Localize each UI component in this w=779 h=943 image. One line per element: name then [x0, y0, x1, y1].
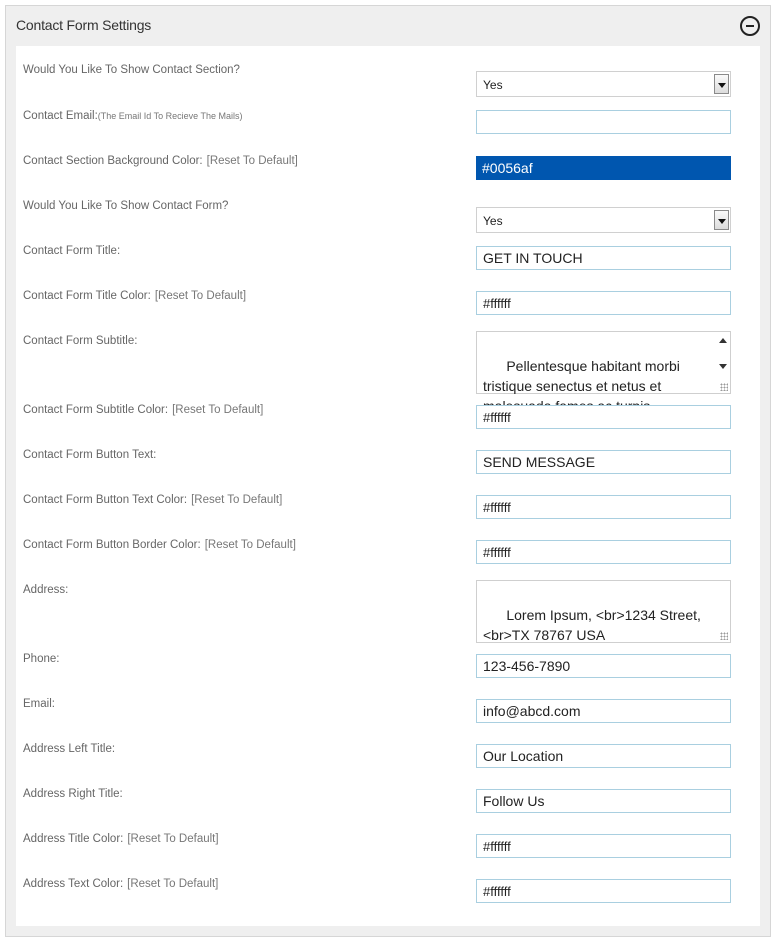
- label-text: Contact Form Title:: [23, 245, 121, 257]
- resize-grip-icon[interactable]: [720, 383, 728, 391]
- form-title-color-label: [23, 290, 246, 302]
- button-text-label: [23, 449, 156, 461]
- label-text: Contact Form Subtitle:: [23, 335, 138, 347]
- label-hint: (The Email Id To Recieve The Mails): [97, 111, 243, 121]
- scroll-down-icon[interactable]: [719, 364, 727, 369]
- email-field[interactable]: info@abcd.com: [476, 699, 731, 723]
- selected-value: Yes: [483, 214, 503, 228]
- reset-to-default-link[interactable]: [Reset To Default]: [127, 878, 219, 890]
- address-title-color-label: [23, 833, 219, 845]
- show-contact-section-select[interactable]: [476, 71, 731, 97]
- reset-to-default-link[interactable]: [Reset To Default]: [206, 155, 298, 167]
- label-text: Contact Form Button Border Color:: [23, 539, 201, 551]
- label-text: Contact Form Button Text:: [23, 449, 157, 461]
- resize-grip-icon[interactable]: [720, 632, 728, 640]
- address-text-color-field[interactable]: #ffffff: [476, 879, 731, 903]
- show-contact-section-label: [23, 64, 240, 76]
- reset-to-default-link[interactable]: [Reset To Default]: [154, 290, 247, 302]
- address-label: [23, 584, 68, 596]
- contact-email-field[interactable]: [476, 110, 731, 134]
- panel-title: Contact Form Settings: [16, 17, 152, 33]
- form-subtitle-color-field[interactable]: #ffffff: [476, 405, 731, 429]
- button-border-color-field[interactable]: #ffffff: [476, 540, 731, 564]
- button-text-color-label: [23, 494, 282, 506]
- label-text: Contact Form Title Color:: [23, 290, 151, 302]
- label-text: Address Title Color:: [23, 833, 124, 845]
- phone-field[interactable]: 123-456-7890: [476, 654, 731, 678]
- label-text: Contact Form Button Text Color:: [23, 494, 188, 506]
- address-left-title-field[interactable]: Our Location: [476, 744, 731, 768]
- panel-header[interactable]: [6, 6, 770, 46]
- label-text: Would You Like To Show Contact Form?: [23, 200, 229, 212]
- label-text: Phone:: [23, 653, 60, 665]
- minus-circle-icon[interactable]: [740, 16, 760, 36]
- show-contact-form-label: [23, 200, 228, 212]
- section-bg-color-field[interactable]: #0056af: [476, 156, 731, 180]
- label-text: Address Right Title:: [23, 788, 123, 800]
- label-text: Address Left Title:: [23, 743, 116, 755]
- address-text-color-label: [23, 878, 218, 890]
- button-text-color-field[interactable]: #ffffff: [476, 495, 731, 519]
- textarea-value: Lorem Ipsum, <br>1234 Street, <br>TX 78767 USA: [483, 607, 705, 643]
- reset-to-default-link[interactable]: [Reset To Default]: [127, 833, 219, 845]
- contact-form-settings-panel: [5, 5, 771, 937]
- form-subtitle-label: [23, 335, 137, 347]
- label-text: Contact Email:: [23, 110, 98, 122]
- address-left-title-label: [23, 743, 115, 755]
- form-title-label: [23, 245, 120, 257]
- scroll-up-icon[interactable]: [719, 338, 727, 343]
- address-right-title-label: [23, 788, 123, 800]
- chevron-down-icon[interactable]: [714, 210, 729, 230]
- label-text: Address Text Color:: [23, 878, 124, 890]
- label-text: Contact Section Background Color:: [23, 155, 203, 167]
- form-title-color-field[interactable]: #ffffff: [476, 291, 731, 315]
- selected-value: Yes: [483, 78, 503, 92]
- button-text-field[interactable]: SEND MESSAGE: [476, 450, 731, 474]
- chevron-down-icon[interactable]: [714, 74, 729, 94]
- form-subtitle-color-label: [23, 404, 263, 416]
- reset-to-default-link[interactable]: [Reset To Default]: [172, 404, 264, 416]
- reset-to-default-link[interactable]: [Reset To Default]: [204, 539, 296, 551]
- reset-to-default-link[interactable]: [Reset To Default]: [191, 494, 283, 506]
- label-text: Would You Like To Show Contact Section?: [23, 64, 240, 76]
- label-text: Address:: [23, 584, 69, 596]
- textarea-value: Pellentesque habitant morbi tristique senectus et netus et: [483, 358, 680, 394]
- form-title-field[interactable]: GET IN TOUCH: [476, 246, 731, 270]
- button-border-color-label: [23, 539, 296, 551]
- form-subtitle-textarea[interactable]: [476, 331, 731, 394]
- section-bg-color-label: [23, 155, 298, 167]
- label-text: Email:: [23, 698, 55, 710]
- phone-label: [23, 653, 59, 665]
- contact-email-label: [23, 110, 243, 122]
- show-contact-form-select[interactable]: [476, 207, 731, 233]
- email-label: [23, 698, 55, 710]
- settings-form: [16, 46, 760, 926]
- address-right-title-field[interactable]: Follow Us: [476, 789, 731, 813]
- label-text: Contact Form Subtitle Color:: [23, 404, 169, 416]
- address-textarea[interactable]: [476, 580, 731, 643]
- address-title-color-field[interactable]: #ffffff: [476, 834, 731, 858]
